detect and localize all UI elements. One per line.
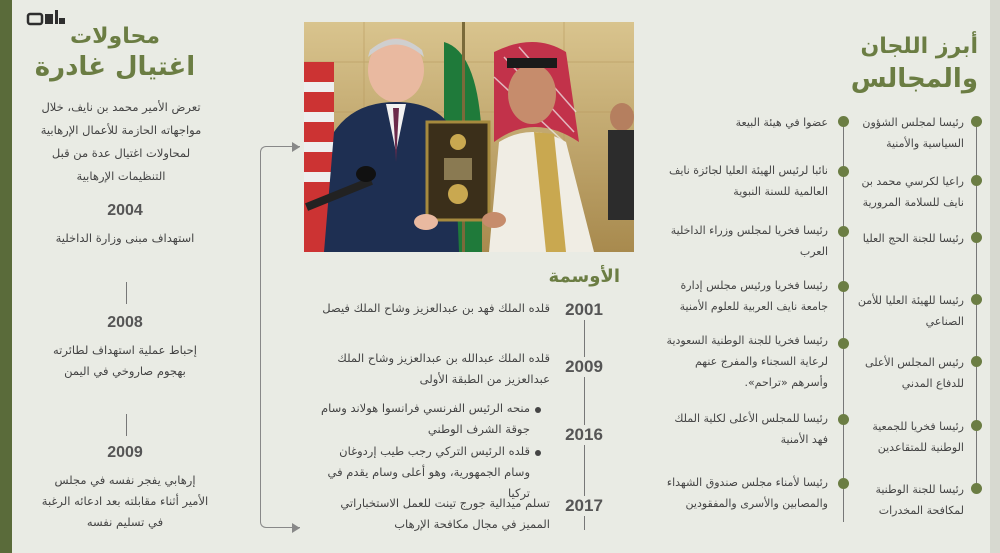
committee-item: رئيسا فخريا ورئيس مجلس إدارة جامعة نايف العربية للعلوم الأمنية [679, 279, 828, 313]
timeline-dot-icon [838, 226, 849, 237]
timeline-dot-icon [838, 116, 849, 127]
timeline-dot-icon [971, 116, 982, 127]
medal-desc: منحه الرئيس الفرنسي فرانسوا هولاند وسام جوقة الشرف الوطني [320, 401, 530, 436]
attempt-event [40, 202, 210, 249]
committee-item: رئيسا للهيئة العليا للأمن الصناعي [857, 294, 964, 328]
committees-title-small: أبرز اللجان [860, 34, 978, 59]
timeline-dot-icon [838, 478, 849, 489]
committees-title-big: والمجالس [850, 64, 978, 94]
bullet-icon [535, 407, 541, 413]
timeline-dot-icon [971, 294, 982, 305]
right-edge-bar [990, 0, 1000, 553]
left-accent-bar [0, 0, 12, 553]
committee-item: رئيسا فخريا للجمعية الوطنية للمتقاعدين [872, 420, 964, 454]
attempt-desc: إرهابي يفجر نفسه في مجلس الأمير أثناء مقابلته بعد ادعائه الرغبة في تسليم نفسه [41, 473, 209, 529]
medal-desc: قلده الملك عبدالله بن عبدالعزيز وشاح الملك عبدالعزيز من الطبقة الأولى [337, 351, 550, 386]
attempt-event [40, 444, 210, 533]
medal-year: 2009 [558, 357, 610, 377]
committee-item: رئيسا لأمناء مجلس صندوق الشهداء والمصابين والأسرى والمفقودين [666, 476, 828, 510]
committee-item: رئيس المجلس الأعلى للدفاع المدني [865, 356, 964, 390]
committee-item: راعيا لكرسي محمد بن نايف للسلامة المرورية [861, 175, 964, 209]
medal-desc: قلده الرئيس التركي رجب طيب إردوغان وسام الجمهورية، وهو أعلى وسام يقدم في تركيا [327, 444, 530, 500]
committee-item: رئيسا للجنة الحج العليا [862, 232, 964, 245]
attempt-year: 2004 [107, 202, 143, 219]
medal-year: 2017 [558, 496, 610, 516]
section-connector [260, 146, 300, 528]
committee-item: نائبا لرئيس الهيئة العليا لجائزة نايف العالمية للسنة النبوية [668, 164, 828, 198]
assassination-intro: تعرض الأمير محمد بن نايف، خلال مواجهاته الحازمة للأعمال الإرهابية لمحاولات اغتيال عدة من قبل التنظيمات الإرهابية [40, 100, 202, 183]
timeline-dot-icon [971, 232, 982, 243]
timeline-dot-icon [971, 420, 982, 431]
timeline-dot-icon [971, 356, 982, 367]
committee-item: رئيسا لمجلس الشؤون السياسية والأمنية [862, 116, 964, 150]
timeline-dot-icon [971, 175, 982, 186]
timeline-connector [126, 414, 127, 436]
timeline-dot-icon [838, 338, 849, 349]
committee-item: رئيسا للمجلس الأعلى لكلية الملك فهد الأمنية [674, 412, 828, 446]
timeline-dot-icon [838, 414, 849, 425]
attempt-year: 2008 [107, 314, 143, 331]
ceremony-photo [304, 22, 634, 252]
timeline-dot-icon [838, 166, 849, 177]
bullet-icon [535, 450, 541, 456]
committees-inner-line [843, 122, 844, 522]
committee-item: رئيسا فخريا لمجلس وزراء الداخلية العرب [670, 224, 828, 258]
medal-year: 2001 [558, 300, 610, 320]
timeline-dot-icon [971, 483, 982, 494]
medals-title: الأوسمة [548, 266, 620, 287]
assassination-title-small: محاولات [70, 24, 160, 49]
attempt-event [40, 314, 210, 382]
timeline-connector [126, 282, 127, 304]
medal-desc: قلده الملك فهد بن عبدالعزيز وشاح الملك فيصل [322, 301, 550, 315]
attempt-year: 2009 [107, 444, 143, 461]
attempt-desc: استهداف مبنى وزارة الداخلية [55, 231, 195, 245]
committee-item: رئيسا فخريا للجنة الوطنية السعودية لرعاية السجناء والمفرج عنهم وأسرهم «تراحم». [666, 334, 828, 389]
medal-year: 2016 [558, 425, 610, 445]
medal-desc: تسلم ميدالية جورج تينت للعمل الاستخباراتي المميز في مجال مكافحة الإرهاب [340, 496, 550, 531]
arrow-right-icon [292, 523, 300, 533]
attempt-desc: إحباط عملية استهداف لطائرته بهجوم صاروخي في اليمن [53, 343, 197, 378]
committee-item: عضوا في هيئة البيعة [735, 116, 828, 129]
assassination-title-big: اغتيال غادرة [34, 52, 196, 82]
committee-item: رئيسا للجنة الوطنية لمكافحة المخدرات [875, 483, 964, 517]
arrow-right-icon [292, 142, 300, 152]
timeline-dot-icon [838, 281, 849, 292]
